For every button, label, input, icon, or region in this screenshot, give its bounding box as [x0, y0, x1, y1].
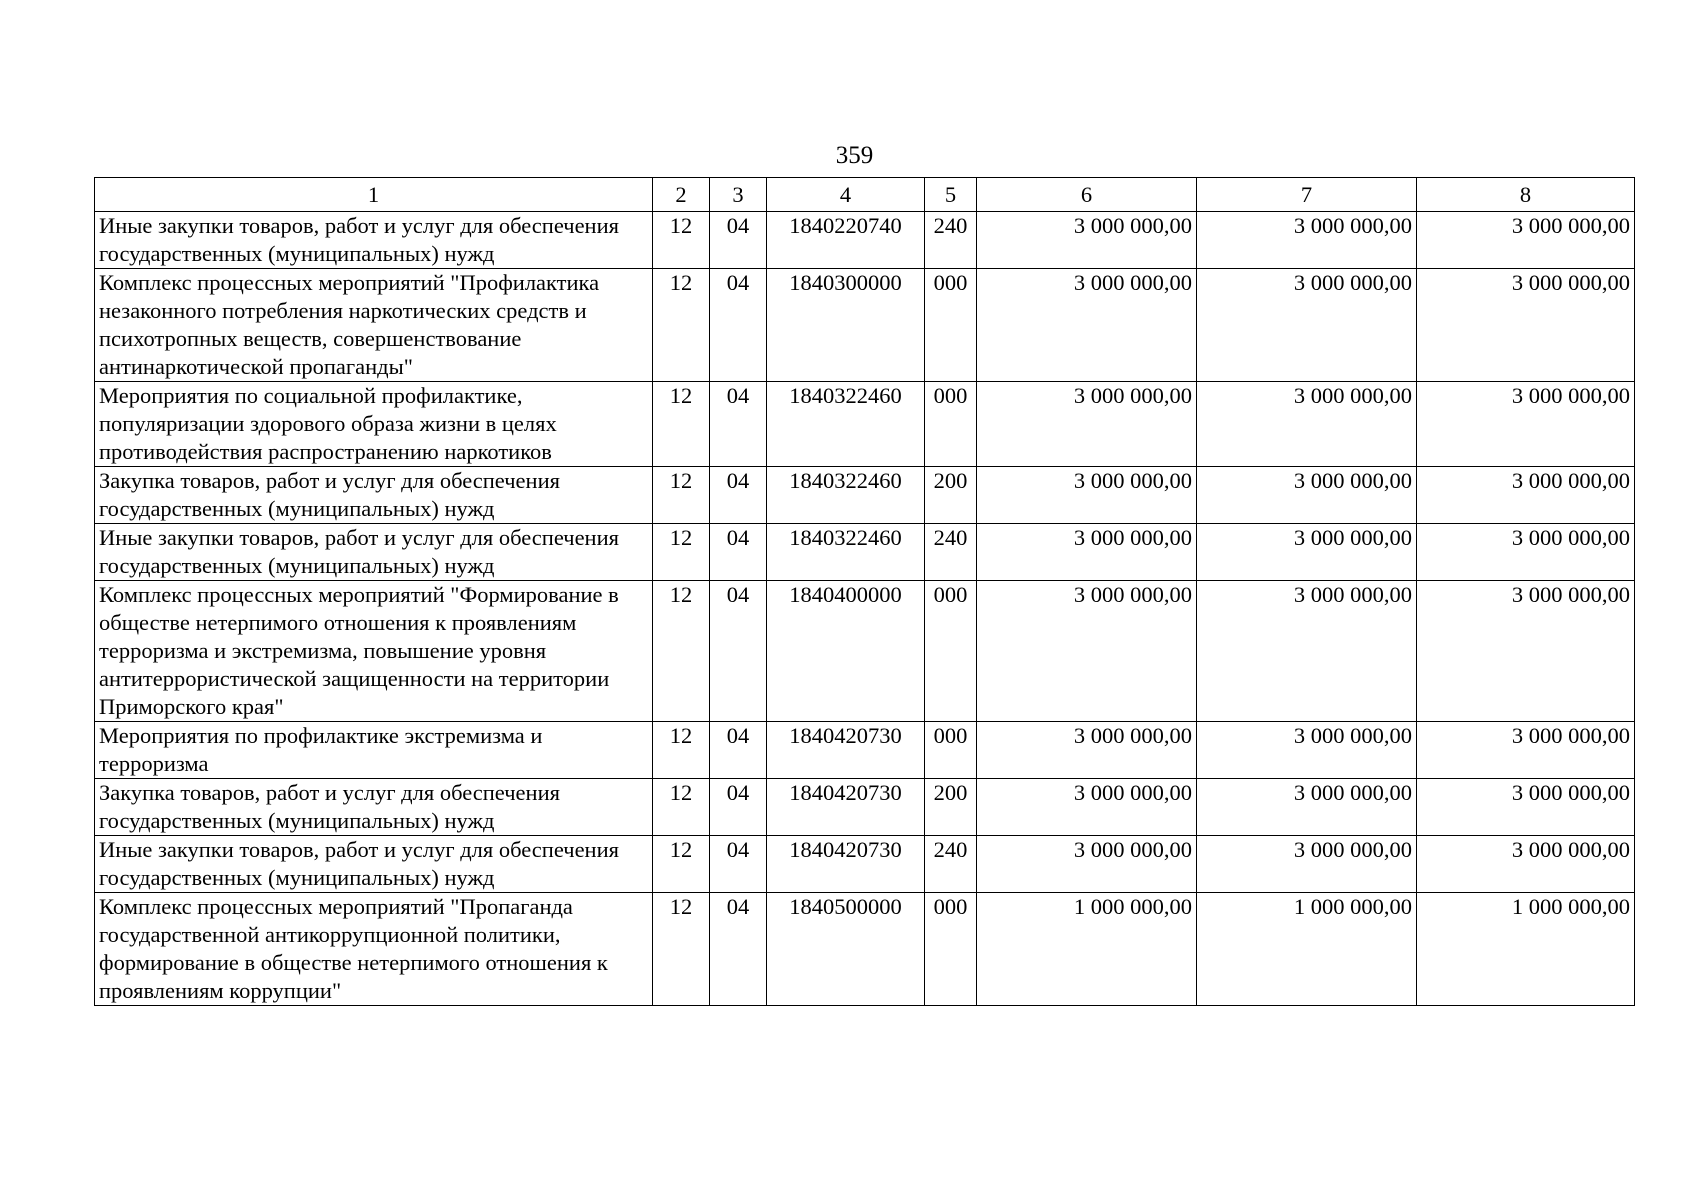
amount-col-7: 3 000 000,00: [1197, 212, 1417, 269]
amount-col-8: 3 000 000,00: [1417, 269, 1635, 382]
section-code: 12: [653, 212, 710, 269]
row-description: Закупка товаров, работ и услуг для обеспечения государственных (муниципальных) нужд: [95, 779, 653, 836]
amount-col-8: 3 000 000,00: [1417, 779, 1635, 836]
target-article-code: 1840322460: [767, 524, 925, 581]
column-header-2: 2: [653, 178, 710, 212]
target-article-code: 1840300000: [767, 269, 925, 382]
subsection-code: 04: [710, 581, 767, 722]
expense-type-code: 000: [925, 269, 977, 382]
target-article-code: 1840420730: [767, 722, 925, 779]
table-row: [95, 722, 1635, 779]
expense-type-code: 240: [925, 524, 977, 581]
target-article-code: 1840420730: [767, 836, 925, 893]
subsection-code: 04: [710, 779, 767, 836]
amount-col-6: 3 000 000,00: [977, 467, 1197, 524]
section-code: 12: [653, 722, 710, 779]
page-number: 359: [835, 142, 874, 169]
amount-col-8: 3 000 000,00: [1417, 382, 1635, 467]
target-article-code: 1840400000: [767, 581, 925, 722]
row-description: Мероприятия по профилактике экстремизма и терроризма: [95, 722, 653, 779]
subsection-code: 04: [710, 382, 767, 467]
expense-type-code: 240: [925, 212, 977, 269]
row-description: Иные закупки товаров, работ и услуг для обеспечения государственных (муниципальных) нужд: [95, 524, 653, 581]
subsection-code: 04: [710, 269, 767, 382]
expense-type-code: 000: [925, 722, 977, 779]
subsection-code: 04: [710, 722, 767, 779]
amount-col-8: 3 000 000,00: [1417, 212, 1635, 269]
expense-type-code: 240: [925, 836, 977, 893]
amount-col-6: 1 000 000,00: [977, 893, 1197, 1006]
amount-col-7: 3 000 000,00: [1197, 269, 1417, 382]
table-row: [95, 581, 1635, 722]
expense-type-code: 200: [925, 779, 977, 836]
row-description: Комплекс процессных мероприятий "Пропаганда государственной антикоррупционной политики, формирование в обществе нетерпимого отношения к проявлениям коррупции": [95, 893, 653, 1006]
amount-col-6: 3 000 000,00: [977, 722, 1197, 779]
amount-col-7: 3 000 000,00: [1197, 836, 1417, 893]
table-row: [95, 779, 1635, 836]
expense-type-code: 000: [925, 581, 977, 722]
budget-table: [94, 177, 1635, 1006]
expense-type-code: 000: [925, 893, 977, 1006]
amount-col-7: 3 000 000,00: [1197, 722, 1417, 779]
amount-col-6: 3 000 000,00: [977, 836, 1197, 893]
subsection-code: 04: [710, 893, 767, 1006]
section-code: 12: [653, 382, 710, 467]
column-header-7: 7: [1197, 178, 1417, 212]
table-row: [95, 524, 1635, 581]
amount-col-8: 3 000 000,00: [1417, 836, 1635, 893]
section-code: 12: [653, 524, 710, 581]
section-code: 12: [653, 836, 710, 893]
target-article-code: 1840322460: [767, 382, 925, 467]
row-description: Иные закупки товаров, работ и услуг для обеспечения государственных (муниципальных) нужд: [95, 212, 653, 269]
row-description: Закупка товаров, работ и услуг для обеспечения государственных (муниципальных) нужд: [95, 467, 653, 524]
section-code: 12: [653, 779, 710, 836]
column-header-8: 8: [1417, 178, 1635, 212]
section-code: 12: [653, 269, 710, 382]
target-article-code: 1840500000: [767, 893, 925, 1006]
column-header-1: 1: [95, 178, 653, 212]
amount-col-7: 3 000 000,00: [1197, 382, 1417, 467]
subsection-code: 04: [710, 524, 767, 581]
table-row: [95, 836, 1635, 893]
row-description: Комплекс процессных мероприятий "Профилактика незаконного потребления наркотических средств и психотропных веществ, совершенствование антинаркотической пропаганды": [95, 269, 653, 382]
amount-col-6: 3 000 000,00: [977, 382, 1197, 467]
amount-col-6: 3 000 000,00: [977, 212, 1197, 269]
table-row: [95, 212, 1635, 269]
expense-type-code: 000: [925, 382, 977, 467]
amount-col-8: 1 000 000,00: [1417, 893, 1635, 1006]
row-description: Иные закупки товаров, работ и услуг для обеспечения государственных (муниципальных) нужд: [95, 836, 653, 893]
amount-col-8: 3 000 000,00: [1417, 524, 1635, 581]
table-row: [95, 467, 1635, 524]
header-row: [95, 178, 1635, 212]
amount-col-8: 3 000 000,00: [1417, 467, 1635, 524]
subsection-code: 04: [710, 212, 767, 269]
target-article-code: 1840322460: [767, 467, 925, 524]
amount-col-8: 3 000 000,00: [1417, 722, 1635, 779]
amount-col-7: 3 000 000,00: [1197, 581, 1417, 722]
amount-col-7: 3 000 000,00: [1197, 779, 1417, 836]
row-description: Комплекс процессных мероприятий "Формирование в обществе нетерпимого отношения к проявлениям терроризма и экстремизма, повышение уровня антитеррористической защищенности на территории Приморского края": [95, 581, 653, 722]
amount-col-8: 3 000 000,00: [1417, 581, 1635, 722]
subsection-code: 04: [710, 467, 767, 524]
row-description: Мероприятия по социальной профилактике, популяризации здорового образа жизни в целях противодействия распространению наркотиков: [95, 382, 653, 467]
table-row: [95, 893, 1635, 1006]
amount-col-7: 3 000 000,00: [1197, 467, 1417, 524]
target-article-code: 1840220740: [767, 212, 925, 269]
amount-col-6: 3 000 000,00: [977, 269, 1197, 382]
section-code: 12: [653, 893, 710, 1006]
amount-col-6: 3 000 000,00: [977, 581, 1197, 722]
amount-col-6: 3 000 000,00: [977, 524, 1197, 581]
amount-col-7: 3 000 000,00: [1197, 524, 1417, 581]
column-header-3: 3: [710, 178, 767, 212]
column-header-5: 5: [925, 178, 977, 212]
table-row: [95, 269, 1635, 382]
column-header-4: 4: [767, 178, 925, 212]
column-header-6: 6: [977, 178, 1197, 212]
section-code: 12: [653, 467, 710, 524]
amount-col-6: 3 000 000,00: [977, 779, 1197, 836]
table-row: [95, 382, 1635, 467]
expense-type-code: 200: [925, 467, 977, 524]
subsection-code: 04: [710, 836, 767, 893]
target-article-code: 1840420730: [767, 779, 925, 836]
section-code: 12: [653, 581, 710, 722]
amount-col-7: 1 000 000,00: [1197, 893, 1417, 1006]
